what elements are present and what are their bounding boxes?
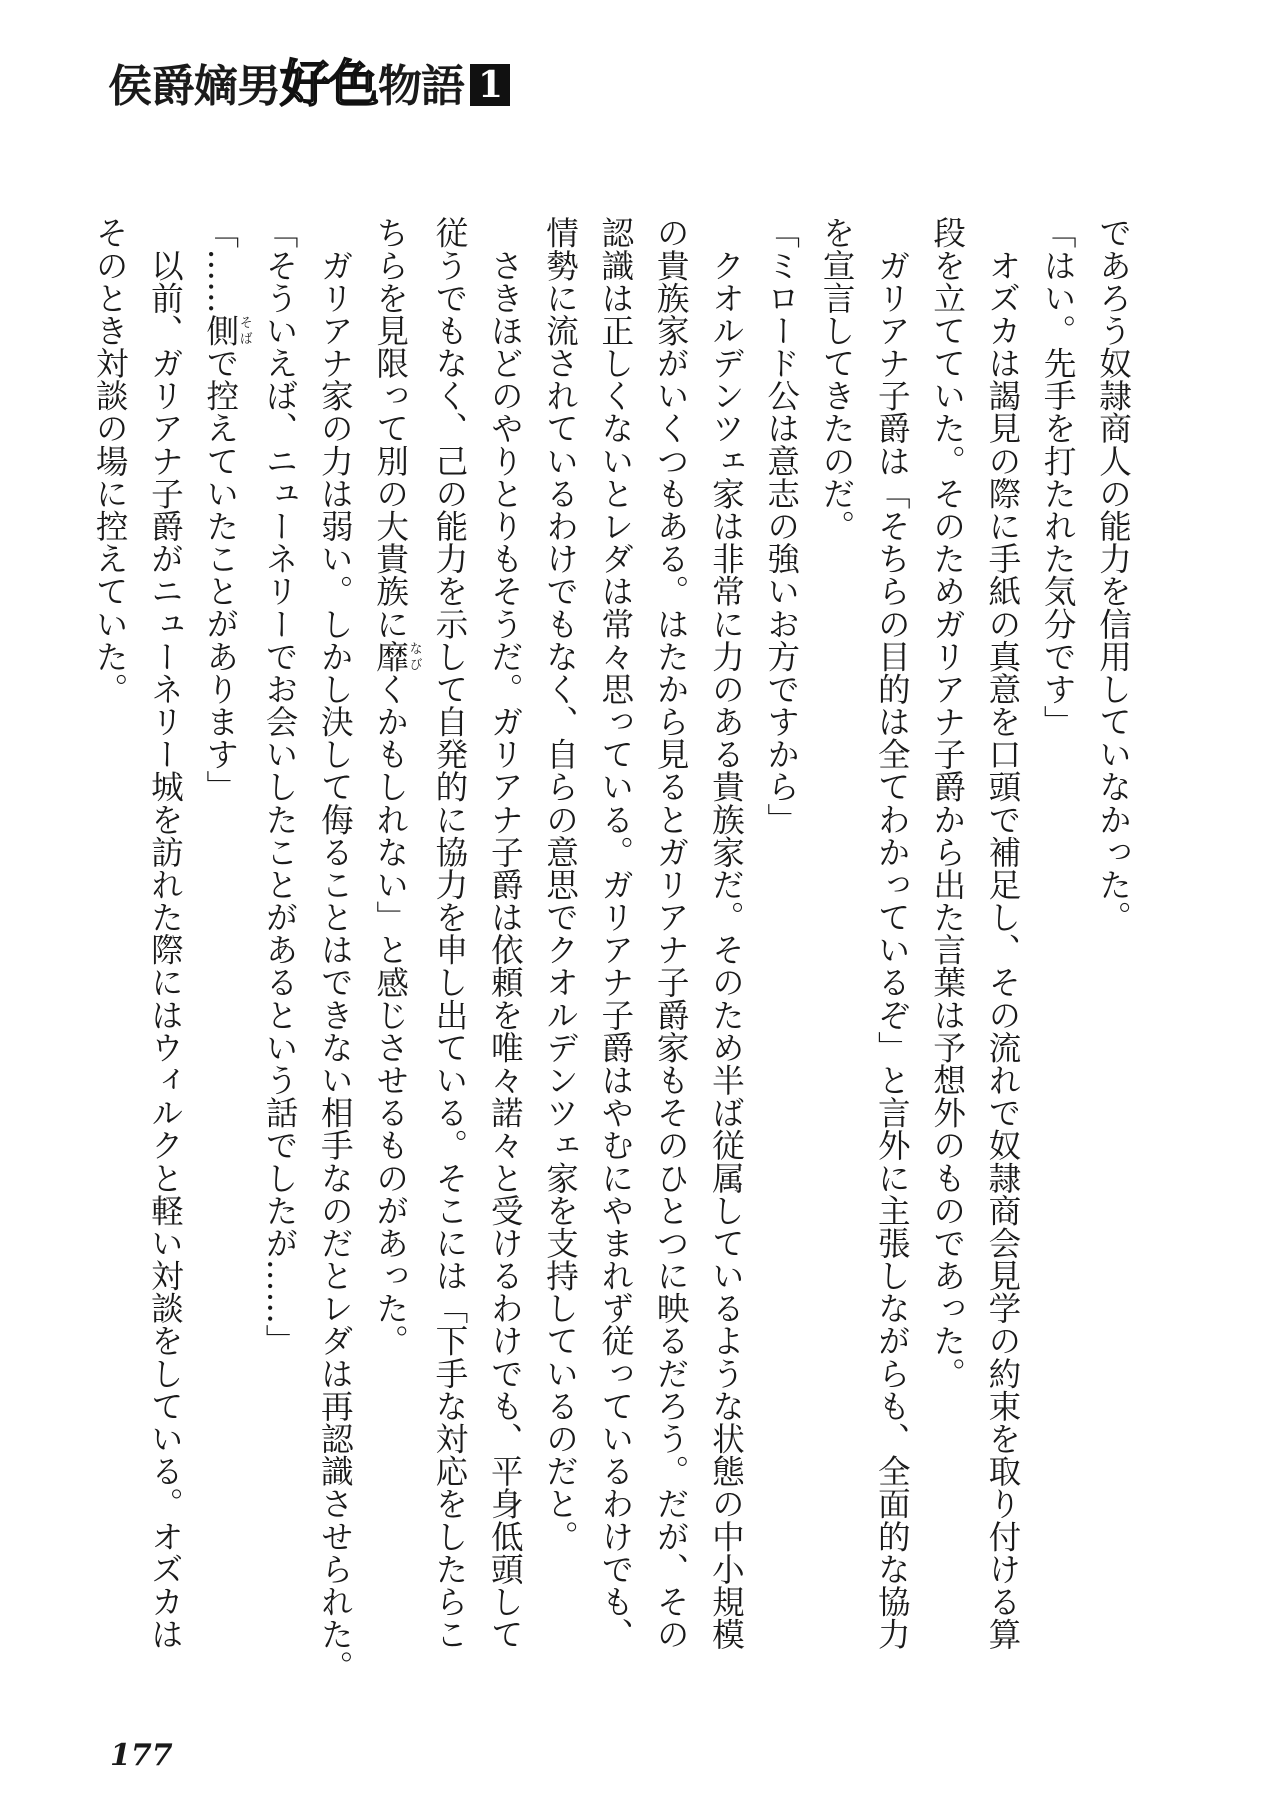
- title-decorative-part: 好色: [280, 54, 378, 113]
- ruby-reading: なび: [406, 639, 422, 673]
- text-line: そのとき対談の場に控えていた。: [90, 216, 129, 705]
- text-line: の貴族家がいくつもある。はたから見るとガリアナ子爵家もそのひとつに映るだろう。だが、その: [651, 216, 690, 1650]
- text-segment: くかもしれない」と感じさせるものがあった。: [371, 672, 410, 1357]
- text-line: 認識は正しくないとレダは常々思っている。ガリアナ子爵はやむにやまれず従っているわけでも、: [596, 216, 635, 1650]
- text-line: ガリアナ子爵は「そちらの目的は全てわかっているぞ」と言外に主張しながらも、全面的な協力: [872, 216, 911, 1650]
- text-line: 情勢に流されているわけでもなく、自らの意思でクオルデンツェ家を支持しているのだと。: [541, 216, 580, 1553]
- ruby-reading: そば: [236, 313, 252, 347]
- text-line: 以前、ガリアナ子爵がニューネリー城を訪れた際にはウィルクと軽い対談をしている。オズカは: [145, 216, 184, 1650]
- text-segment: で控えていたことがあります」: [201, 346, 240, 803]
- text-line: さきほどのやりとりもそうだ。ガリアナ子爵は依頼を唯々諾々と受けるわけでも、平身低頭して: [485, 216, 524, 1650]
- ruby-annotation: [371, 639, 422, 673]
- text-line: であろう奴隷商人の能力を信用していなかった。: [1094, 216, 1132, 933]
- text-line: オズカは謁見の際に手紙の真意を口頭で補足し、その流れで奴隷商会見学の約束を取り付ける算: [983, 216, 1022, 1650]
- text-line: 従うでもなく、己の能力を示して自発的に協力を申し出ている。そこには「下手な対応をしたらこ: [430, 216, 469, 1650]
- text-segment: ちらを見限って別の大貴族に: [371, 216, 410, 640]
- title-part-2: 物語: [378, 61, 464, 112]
- ruby-annotation: [201, 313, 252, 347]
- title-part-1: 侯爵嫡男: [108, 61, 280, 112]
- text-line: 「はい。先手を打たれた気分です」: [1038, 216, 1077, 738]
- page-number: 177: [110, 1738, 173, 1773]
- text-segment: 「……: [201, 216, 240, 314]
- book-title-header: [108, 44, 510, 116]
- text-line: を宣言してきたのだ。: [817, 216, 856, 542]
- text-line: 「ミロード公は意志の強いお方ですから」: [762, 216, 801, 836]
- text-line-with-ruby: [192, 216, 251, 1666]
- volume-badge: 1: [470, 64, 510, 106]
- text-line: 段を立てていた。そのためガリアナ子爵から出た言葉は予想外のものであった。: [928, 216, 967, 1390]
- text-line-with-ruby: [362, 216, 421, 1666]
- text-line: 「そういえば、ニューネリーでお会いしたことがあるという話でしたが……」: [260, 216, 299, 1357]
- vertical-body-text: [81, 216, 1140, 1683]
- text-line: クオルデンツェ家は非常に力のある貴族家だ。そのため半ば従属しているような状態の中小規模: [706, 216, 745, 1650]
- text-line: ガリアナ家の力は弱い。しかし決して侮ることはできない相手なのだとレダは再認識させられた。: [315, 216, 354, 1683]
- ruby-base: 側: [201, 313, 240, 347]
- ruby-base: 靡: [371, 639, 410, 673]
